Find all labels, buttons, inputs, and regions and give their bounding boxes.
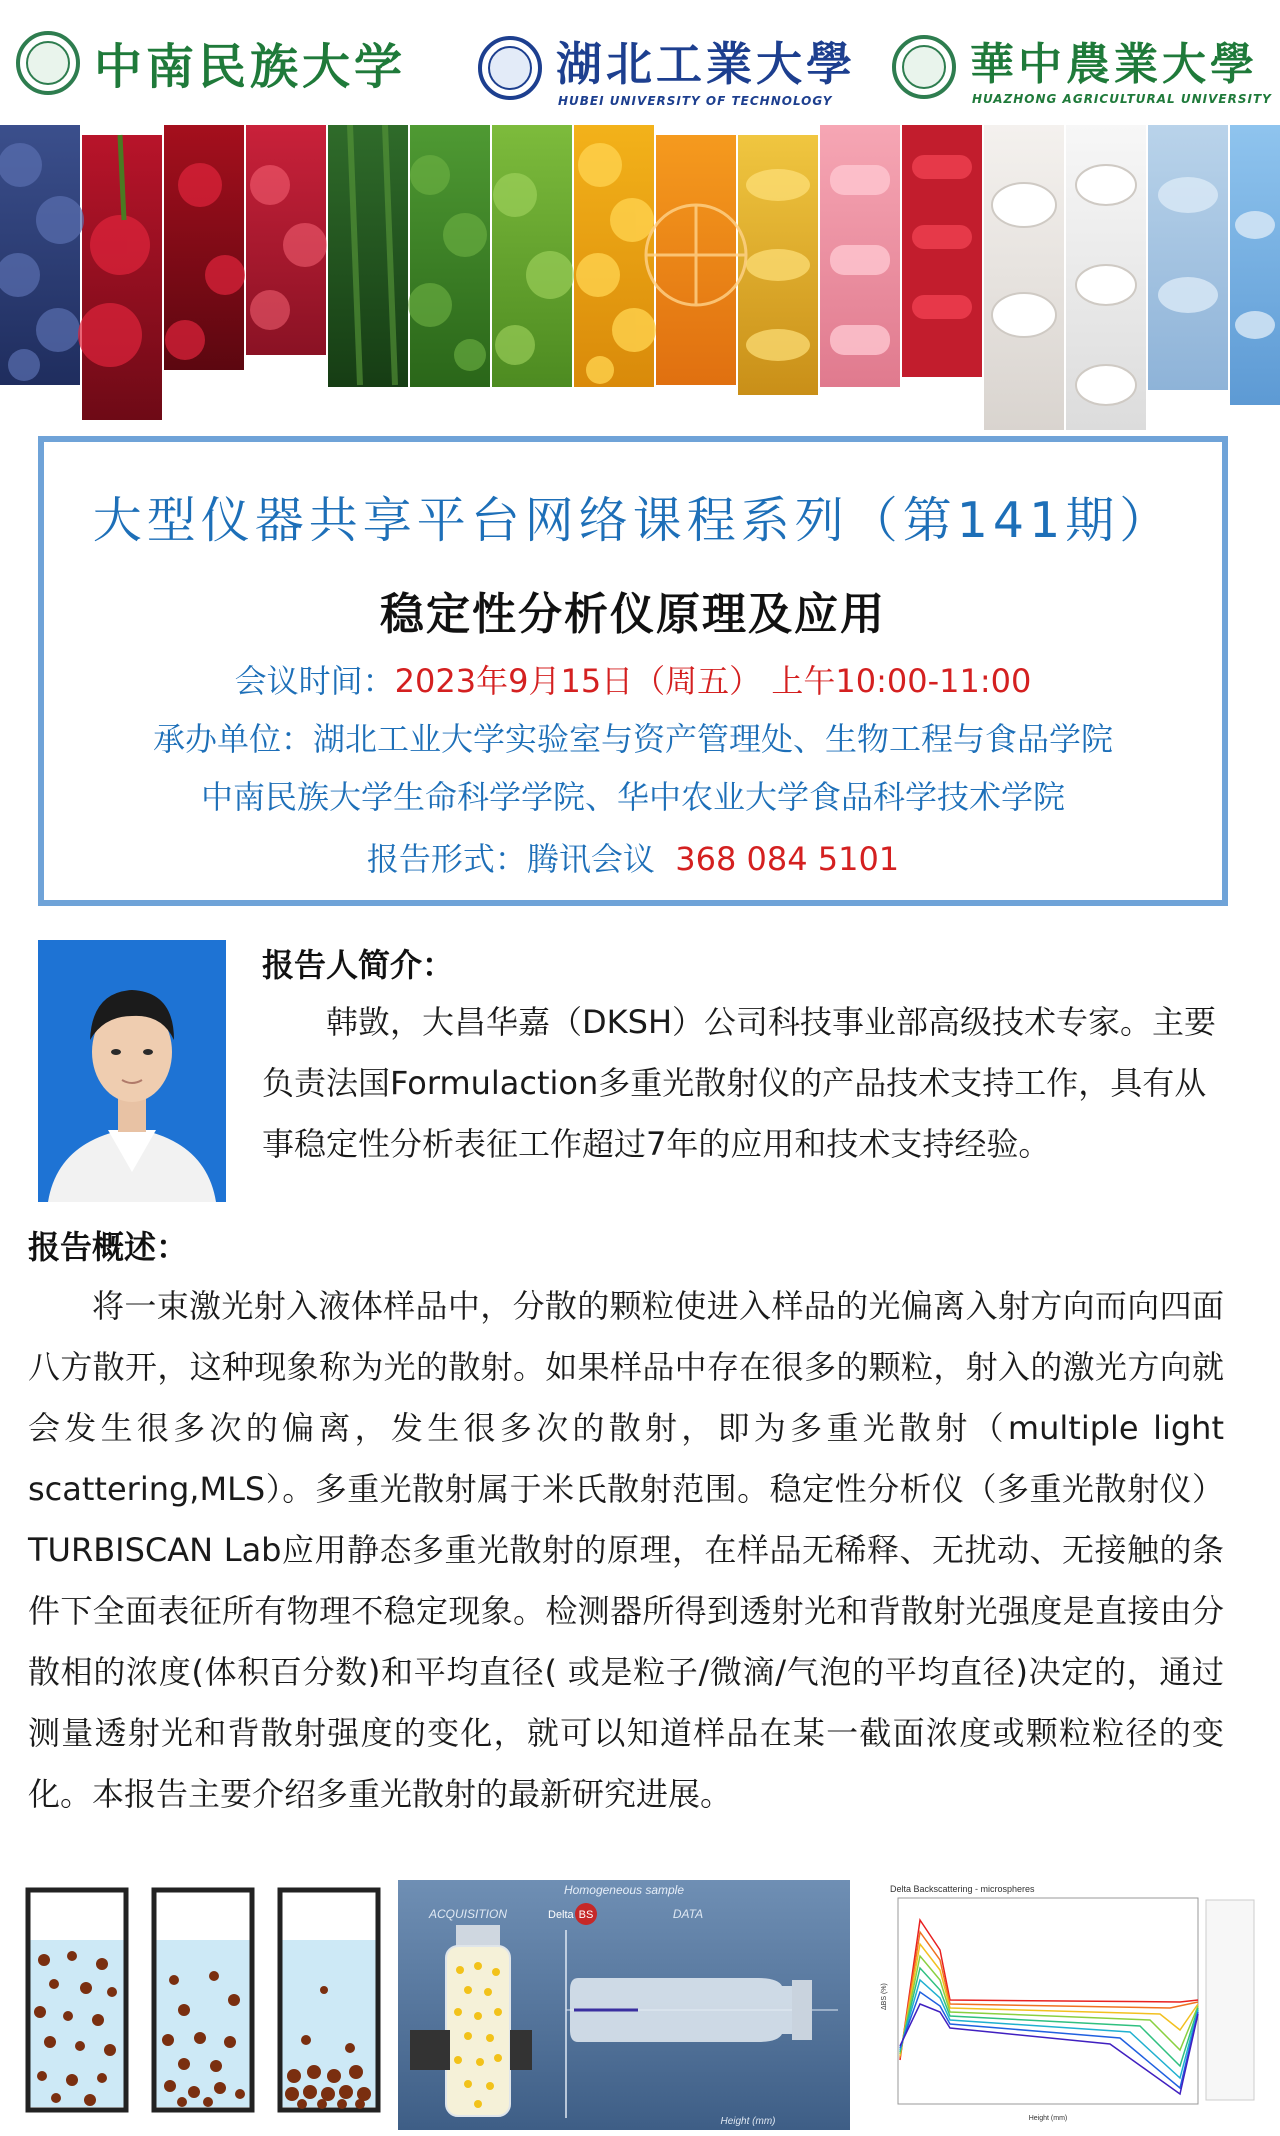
logo-header — [0, 0, 1280, 125]
organizer-value-1: 湖北工业大学实验室与资产管理处、生物工程与食品学院 — [313, 720, 1114, 758]
chart-xlabel: Height (mm) — [1028, 2115, 1068, 2122]
hzau-name: 華中農業大學 — [970, 39, 1258, 90]
report-format — [44, 834, 1222, 880]
speaker-photo — [38, 940, 226, 1202]
data-label: DATA — [672, 1907, 704, 1921]
banner-image — [0, 125, 1280, 435]
organizer-line-1 — [44, 714, 1222, 760]
muc-logo — [16, 28, 406, 97]
muc-name: 中南民族大学 — [94, 39, 407, 95]
muc-seal-icon — [16, 31, 80, 95]
summary-text: 将一束激光射入液体样品中，分散的颗粒使进入样品的光偏离入射方向而向四面八方散开，这种现象称为光的散射。如果样品中存在很多的颗粒，射入的激光方向就会发生很多次的偏离，发生很多次的散射，即为多重光散射（multiple light scattering,MLS）。多重光散射属于米氏散射范围。稳定性分析仪（多重光散射仪）TURBISCAN Lab应用静态多重光散射的原理，在样品无稀释、无扰动、无接触的条件下全面表征所有物理不稳定现象。检测器所得到透射光和背散射光强度是直接由分散相的浓度(体积百分数)和平均直径( 或是粒子/微滴/气泡的平均直径)决定的，通过测量透射光和背散射强度的变化，就可以知道样品在某一截面浓度或颗粒粒径的变化。本报告主要介绍多重光散射的最新研究进展。 — [28, 1287, 1224, 1813]
chart-legend — [1206, 1900, 1254, 2100]
meeting-id: 368 084 5101 — [675, 840, 900, 878]
talk-title: 稳定性分析仪原理及应用 — [380, 589, 886, 640]
produce-pill-banner — [0, 125, 1280, 435]
series-title: 大型仪器共享平台网络课程系列（第141期） — [92, 492, 1174, 549]
hzau-english-name: HUAZHONG AGRICULTURAL UNIVERSITY — [972, 92, 1272, 106]
meeting-time-label: 会议时间： — [234, 662, 395, 700]
meeting-time — [44, 656, 1222, 702]
delta-backscattering-chart — [880, 1880, 1260, 2130]
organizer-line-2: 中南民族大学生命科学学院、华中农业大学食品科学技术学院 — [200, 778, 1065, 816]
acquisition-label: ACQUISITION — [428, 1907, 508, 1921]
bs-label: BS — [578, 1909, 594, 1921]
hbut-seal-icon — [478, 36, 542, 100]
hbut-name: 湖北工業大學 — [556, 37, 856, 91]
sedimentation-tubes-figure — [24, 1880, 384, 2120]
chart-ylabel: ΔBS (%) — [881, 1983, 888, 2010]
format-value: 腾讯会议 — [526, 840, 655, 878]
speaker-heading: 报告人简介： — [262, 946, 455, 984]
hzau-seal-icon — [892, 35, 956, 99]
homogeneous-sample-label: Homogeneous sample — [563, 1883, 685, 1897]
hbut-english-name: HUBEI UNIVERSITY OF TECHNOLOGY — [558, 94, 833, 108]
speaker-bio: 韩敳，大昌华嘉（DKSH）公司科技事业部高级技术专家。主要负责法国Formulaction多重光散射仪的产品技术支持工作，具有从事稳定性分析表征工作超过7年的应用和技术支持经验。 — [262, 1003, 1217, 1163]
height-axis-label: Height (mm) — [720, 2116, 776, 2127]
tube-2 — [154, 1890, 252, 2110]
summary-heading: 报告概述： — [28, 1228, 189, 1266]
format-label: 报告形式： — [366, 840, 527, 878]
organizer-label: 承办单位： — [152, 720, 313, 758]
hbut-logo — [478, 28, 856, 108]
tube-3 — [280, 1890, 378, 2110]
meeting-time-value: 2023年9月15日（周五） 上午10:00-11:00 — [394, 662, 1032, 700]
event-title-box — [38, 436, 1228, 906]
hzau-logo — [892, 28, 1272, 106]
chart-title: Delta Backscattering - microspheres — [890, 1884, 1035, 1894]
delta-label: Delta — [548, 1909, 574, 1921]
turbiscan-acquisition-figure — [398, 1880, 850, 2130]
tube-1 — [28, 1890, 126, 2110]
